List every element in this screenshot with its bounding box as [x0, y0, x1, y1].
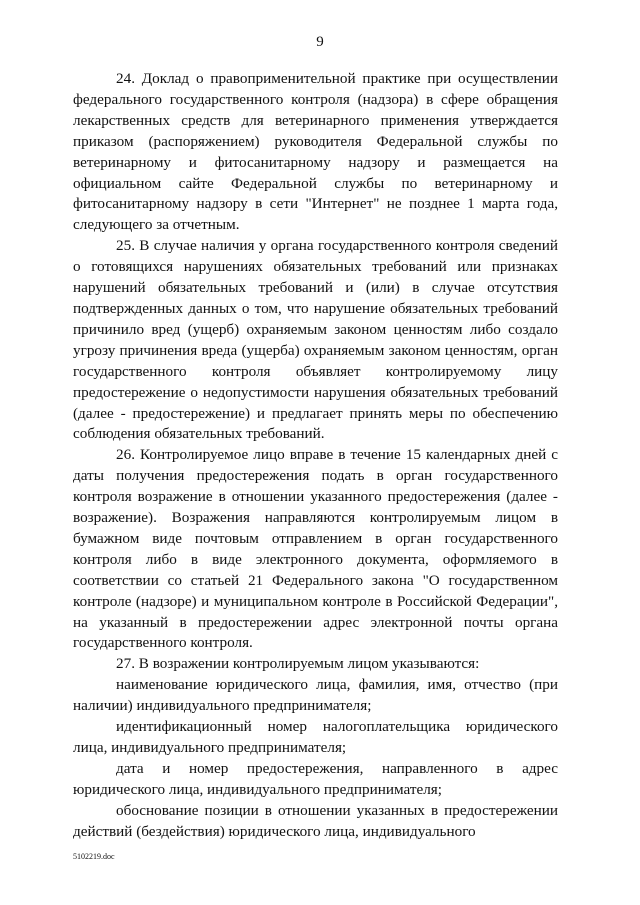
- list-item-justification: обоснование позиции в отношении указанных в предостережении действий (бездействия) юридического лица, индивидуального: [73, 801, 558, 840]
- list-item-inn: идентификационный номер налогоплательщика юридического лица, индивидуального предпринимателя;: [73, 718, 558, 756]
- list-item-warning-date: дата и номер предостережения, направленного в адрес юридического лица, индивидуального предпринимателя;: [73, 759, 558, 798]
- list-item-name: наименование юридического лица, фамилия, имя, отчество (при наличии) индивидуального предпринимателя;: [73, 676, 558, 715]
- document-body: [73, 69, 558, 843]
- footer-document-code: 5102219.doc: [73, 852, 115, 861]
- paragraph-26: 26. Контролируемое лицо вправе в течение 15 календарных дней с даты получения предостережения подать в орган государственного контроля возражение в отношении указанного предостережения (далее - возражение). Возражения направляются контролируемым лицом в бумажном виде почтовым отправлением в орган государственного контроля либо в виде электронного документа, оформляемого в соответствии со статьей 21 Федерального закона "О государственном контроле (надзоре) и муниципальном контроле в Российской Федерации", на указанный в предостережении адрес электронной почты органа государственного контроля.: [73, 446, 558, 652]
- paragraph-24: 24. Доклад о правоприменительной практике при осуществлении федерального государственного контроля (надзора) в сфере обращения лекарственных средств для ветеринарного применения утверждается приказом (распоряжением) руководителя Федеральной службы по ветеринарному и фитосанитарному надзору и размещается на официальном сайте Федеральной службы по ветеринарному и фитосанитарному надзору в сети "Интернет" не позднее 1 марта года, следующего за отчетным.: [73, 70, 558, 234]
- page-number: 9: [316, 34, 324, 50]
- paragraph-27: 27. В возражении контролируемым лицом указываются:: [116, 655, 480, 673]
- paragraph-25: 25. В случае наличия у органа государственного контроля сведений о готовящихся нарушениях обязательных требований или признаках нарушений обязательных требований и (или) в случае отсутствия подтвержденных данных о том, что нарушение обязательных требований причинило вред (ущерб) охраняемым законом ценностям либо создало угрозу причинения вреда (ущерба) охраняемым законом ценностям, орган государственного контроля объявляет контролируемому лицу предостережение о недопустимости нарушения обязательных требований (далее - предостережение) и предлагает принять меры по обеспечению соблюдения обязательных требований.: [73, 237, 558, 443]
